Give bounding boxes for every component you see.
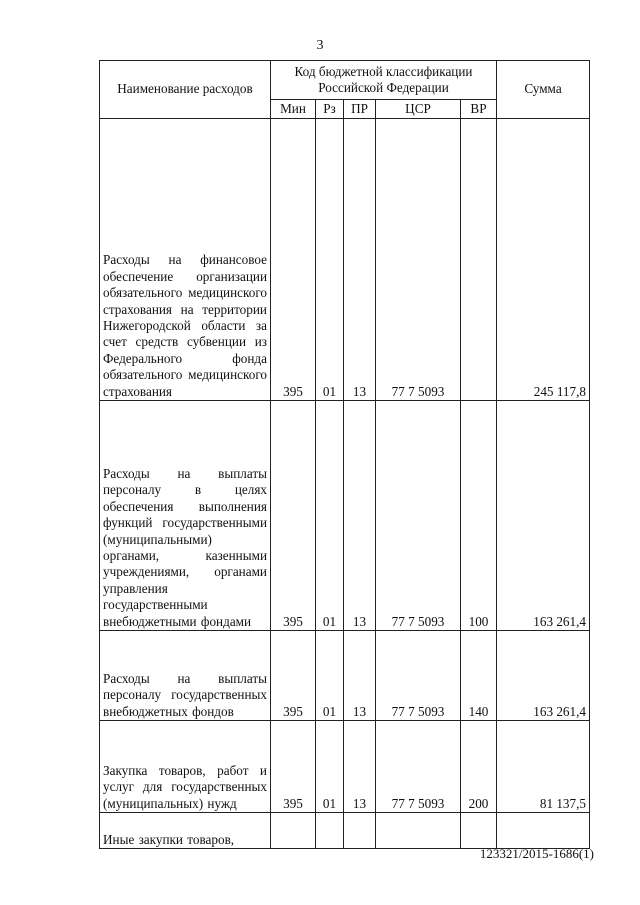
row-rz: 01: [316, 401, 344, 631]
row-csr: 77 7 5093: [376, 401, 461, 631]
header-vr: ВР: [461, 100, 497, 119]
page-number: 3: [316, 38, 324, 53]
row-min: 395: [271, 631, 316, 721]
row-pr: 13: [344, 119, 376, 401]
row-pr: 13: [344, 401, 376, 631]
header-pr: ПР: [344, 100, 376, 119]
row-name: Расходы на финансовое обеспечение организации обязательного медицинского страхования на территории Нижегородской области за счет средств субвенции из Федерального фонда обязательного медицинского страхования: [100, 119, 271, 401]
row-vr: [461, 119, 497, 401]
document-id: 123321/2015-1686(1): [479, 846, 594, 861]
row-vr: 200: [461, 721, 497, 813]
row-min: 395: [271, 119, 316, 401]
header-name: Наименование расходов: [100, 61, 271, 119]
table-row: [100, 813, 590, 849]
budget-table: [99, 60, 590, 849]
row-min: 395: [271, 721, 316, 813]
row-name: Расходы на выплаты персоналу в целях обеспечения выполнения функций государственными (муниципальными) органами, казенными учреждениями, органами управления государственными внебюджетными фондами: [100, 401, 271, 631]
row-vr: [461, 813, 497, 849]
row-csr: 77 7 5093: [376, 119, 461, 401]
row-name: Закупка товаров, работ и услуг для государственных (муниципальных) нужд: [100, 721, 271, 813]
row-sum: 245 117,8: [497, 119, 590, 401]
table-row: [100, 119, 590, 401]
table-row: [100, 721, 590, 813]
row-sum: 81 137,5: [497, 721, 590, 813]
row-min: 395: [271, 401, 316, 631]
row-name: Иные закупки товаров,: [100, 813, 271, 849]
row-rz: 01: [316, 631, 344, 721]
row-sum: [497, 813, 590, 849]
row-pr: 13: [344, 721, 376, 813]
table-row: [100, 631, 590, 721]
row-pr: 13: [344, 631, 376, 721]
row-name: Расходы на выплаты персоналу государственных внебюджетных фондов: [100, 631, 271, 721]
row-vr: 140: [461, 631, 497, 721]
row-vr: 100: [461, 401, 497, 631]
row-rz: [316, 813, 344, 849]
header-csr: ЦСР: [376, 100, 461, 119]
row-rz: 01: [316, 119, 344, 401]
row-sum: 163 261,4: [497, 401, 590, 631]
row-csr: [376, 813, 461, 849]
header-sum: Сумма: [497, 61, 590, 119]
row-sum: 163 261,4: [497, 631, 590, 721]
row-csr: 77 7 5093: [376, 631, 461, 721]
table-row: [100, 401, 590, 631]
header-rz: Рз: [316, 100, 344, 119]
row-rz: 01: [316, 721, 344, 813]
row-csr: 77 7 5093: [376, 721, 461, 813]
row-pr: [344, 813, 376, 849]
header-min: Мин: [271, 100, 316, 119]
row-min: [271, 813, 316, 849]
header-classification: Код бюджетной классификации Российской Федерации: [271, 61, 497, 100]
